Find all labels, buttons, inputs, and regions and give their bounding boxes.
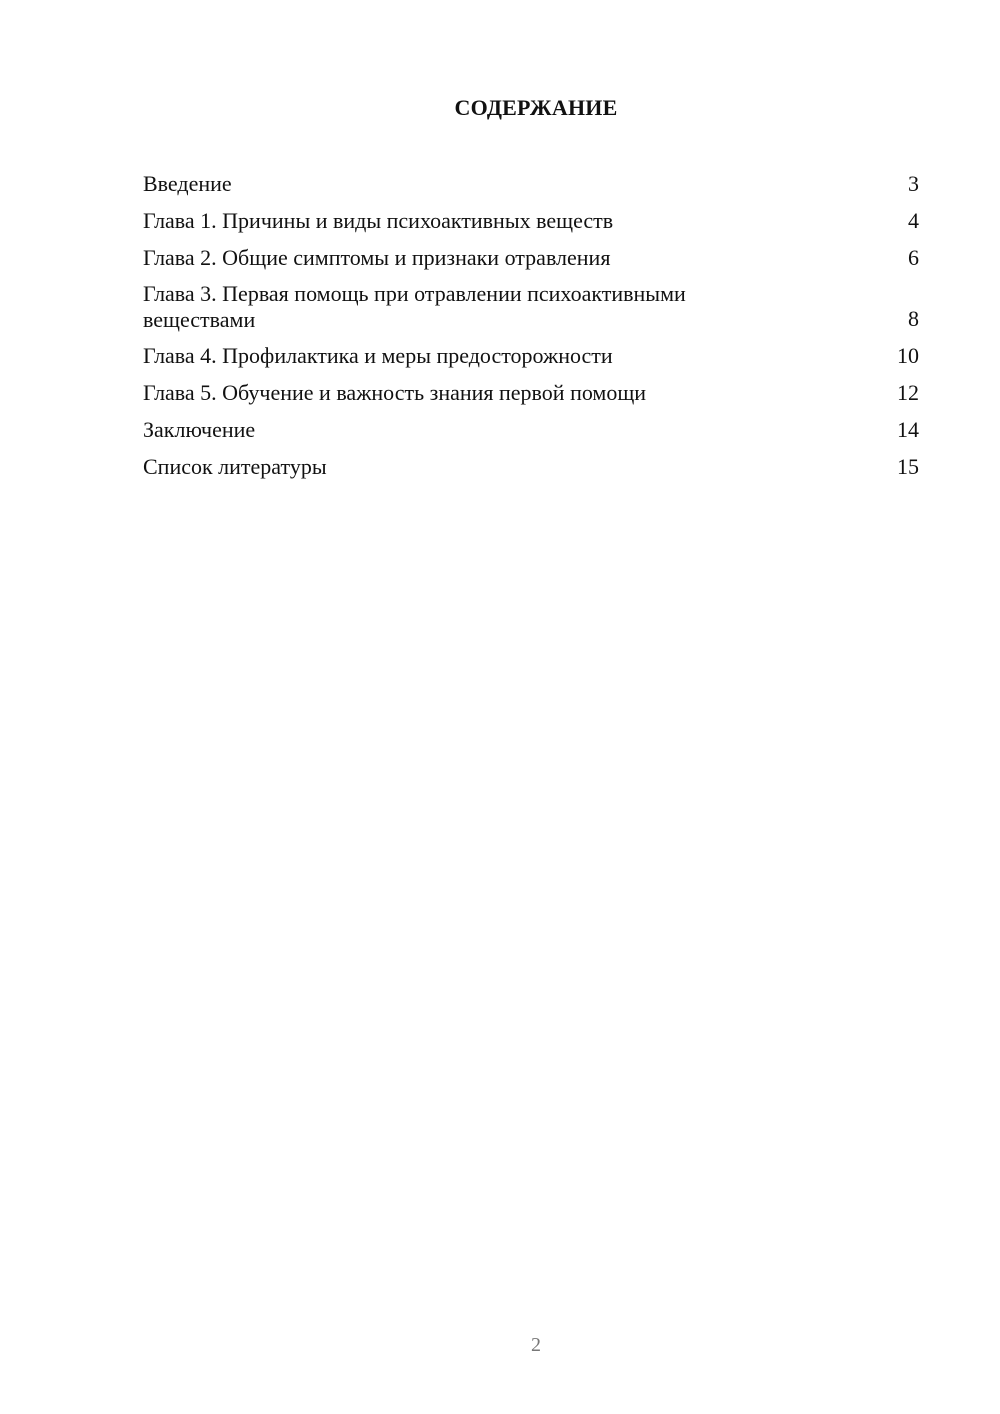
page-number: 2 — [531, 1334, 541, 1356]
toc-entry-page: 4 — [908, 208, 919, 233]
toc-entry-title: Глава 1. Причины и виды психоактивных веществ — [143, 208, 614, 233]
toc-entry[interactable] — [143, 453, 919, 481]
toc-entry[interactable] — [143, 416, 919, 444]
toc-entry-page: 8 — [908, 306, 919, 331]
toc-entry-title: Глава 4. Профилактика и меры предосторожности — [143, 343, 613, 368]
toc-entry-title: Глава 5. Обучение и важность знания первой помощи — [143, 380, 647, 405]
toc-entry[interactable] — [143, 244, 919, 272]
toc-entry[interactable] — [143, 342, 919, 370]
toc-entry-title: Список литературы — [143, 454, 327, 479]
toc-entry[interactable] — [143, 170, 919, 198]
toc-heading: СОДЕРЖАНИЕ — [454, 95, 618, 120]
toc-entry-page: 10 — [897, 343, 919, 368]
toc-entry-page: 3 — [908, 171, 919, 196]
toc-list — [143, 170, 919, 490]
toc-entry-title: Глава 2. Общие симптомы и признаки отравления — [143, 245, 611, 270]
toc-entry-page: 14 — [897, 417, 919, 442]
toc-entry[interactable] — [143, 207, 919, 235]
toc-entry[interactable] — [143, 281, 919, 333]
toc-entry[interactable] — [143, 379, 919, 407]
toc-entry-page: 6 — [908, 245, 919, 270]
toc-entry-page: 12 — [897, 380, 919, 405]
toc-entry-title: Заключение — [143, 417, 256, 442]
toc-entry-title: Глава 3. Первая помощь при отравлении психоактивными веществами — [143, 281, 686, 332]
toc-entry-title: Введение — [143, 171, 232, 196]
toc-entry-page: 15 — [897, 454, 919, 479]
